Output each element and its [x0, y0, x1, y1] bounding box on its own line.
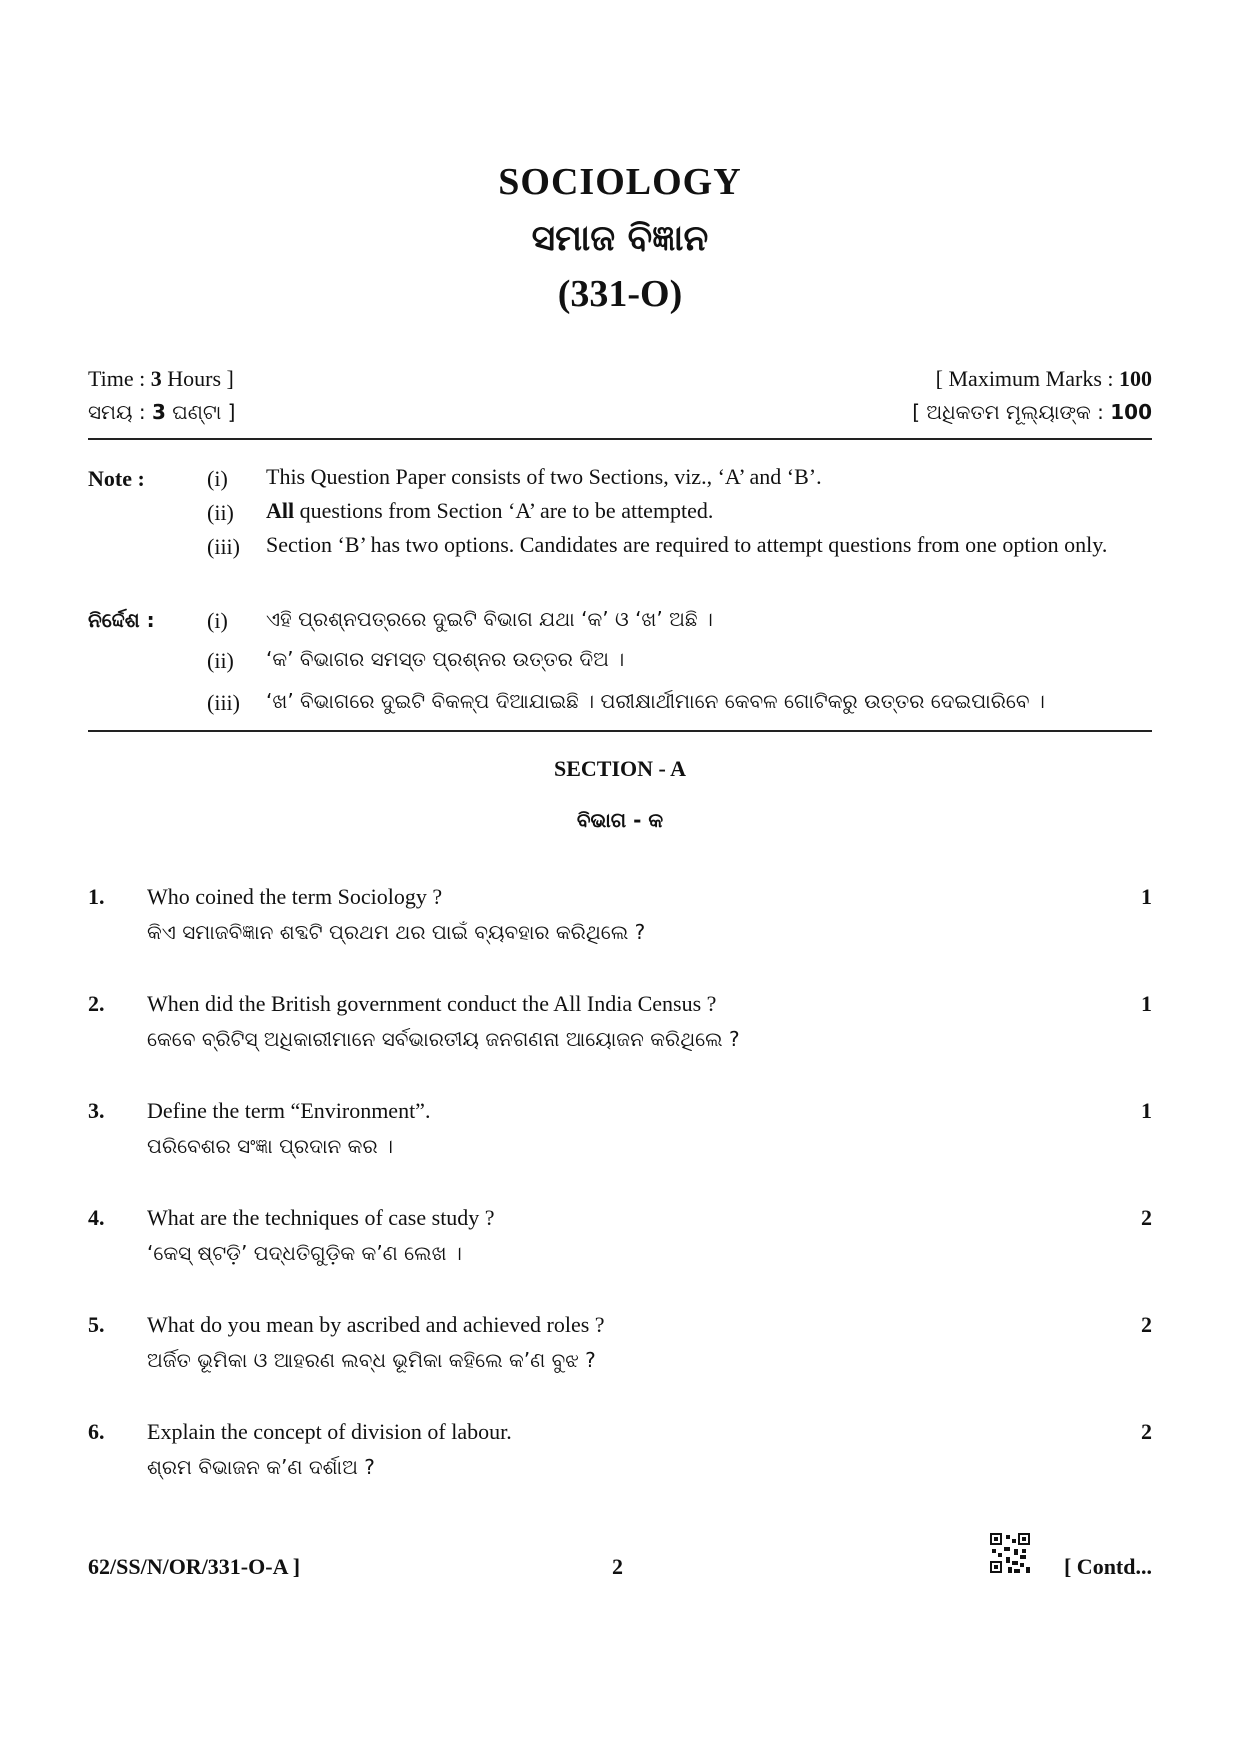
note-item-odia: ‘ଖ’ ବିଭାଗରେ ଦୁଇଟି ବିକଳ୍ପ ଦିଆଯାଇଛି । ପରୀକ୍ଷାର୍ଥୀମାନେ କେବଳ ଗୋଟିକରୁ ଉତ୍ତର ଦେଇପାରିବେ ।: [266, 689, 1045, 713]
question-text-odia: ପରିବେଶର ସଂଜ୍ଞା ପ୍ରଦାନ କର ।: [147, 1134, 393, 1158]
max-marks-line: [ Maximum Marks : 100: [935, 366, 1152, 391]
section-title: SECTION - A: [553, 756, 687, 781]
question-text-odia: ‘କେସ୍ ଷ୍ଟଡ଼ି’ ପଦ୍ଧତିଗୁଡ଼ିକ କ’ଣ ଲେଖ ।: [147, 1241, 462, 1265]
page-number: 2: [612, 1554, 623, 1579]
section-title-odia: ବିଭାଗ - କ: [576, 808, 664, 832]
question-text: What do you mean by ascribed and achieved roles ?: [147, 1312, 605, 1337]
subject-title: SOCIOLOGY: [498, 161, 742, 203]
qr-code-icon: [990, 1533, 1030, 1573]
question-text-odia: କିଏ ସମାଜବିଜ୍ଞାନ ଶବ୍ଦଟି ପ୍ରଥମ ଥର ପାଇଁ ବ୍ୟବହାର କରିଥିଲେ ?: [147, 920, 646, 944]
paper-code: 62/SS/N/OR/331-O-A ]: [88, 1554, 301, 1579]
note-item-odia: ‘କ’ ବିଭାଗର ସମସ୍ତ ପ୍ରଶ୍ନର ଉତ୍ତର ଦିଅ ।: [266, 647, 625, 671]
note-item: Section ‘B’ has two options. Candidates are required to attempt questions from one option only.: [266, 532, 1108, 557]
question-text: What are the techniques of case study ?: [147, 1205, 495, 1230]
question-text: When did the British government conduct the All India Census ?: [147, 991, 717, 1016]
note-num: (iii): [207, 690, 240, 715]
note-num: (ii): [207, 648, 234, 673]
note-item-odia: ଏହି ପ୍ରଶ୍ନପତ୍ରରେ ଦୁଇଟି ବିଭାଗ ଯଥା ‘କ’ ଓ ‘ଖ’ ଅଛି ।: [266, 607, 713, 631]
question-marks: 1: [1141, 884, 1152, 909]
question-number: 6.: [88, 1419, 105, 1444]
question-text: Who coined the term Sociology ?: [147, 884, 443, 909]
subject-code: (331-O): [557, 273, 683, 315]
note-num: (iii): [207, 534, 240, 559]
continued-label: [ Contd...: [1063, 1554, 1152, 1579]
question-marks: 2: [1141, 1312, 1152, 1337]
question-text-odia: ଅର୍ଜିତ ଭୂମିକା ଓ ଆହରଣ ଲବ୍ଧ ଭୂମିକା କହିଲେ କ’ଣ ବୁଝ ?: [147, 1348, 596, 1372]
question-text-odia: ଶ୍ରମ ବିଭାଜନ କ’ଣ ଦର୍ଶାଅ ?: [147, 1455, 375, 1479]
time-line: Time : 3 Hours ]: [88, 366, 234, 391]
note-num: (i): [207, 466, 228, 491]
question-text-odia: କେବେ ବ୍ରିଟିସ୍ ଅଧିକାରୀମାନେ ସର୍ବଭାରତୀୟ ଜନଗଣନା ଆୟୋଜନ କରିଥିଲେ ?: [147, 1027, 740, 1051]
question-marks: 2: [1141, 1419, 1152, 1444]
note-num: (i): [207, 608, 228, 633]
note-label: Note :: [88, 466, 145, 491]
question-number: 3.: [88, 1098, 105, 1123]
time-line-odia: ସମୟ : 3 ଘଣ୍ଟା ]: [88, 400, 236, 424]
question-number: 4.: [88, 1205, 105, 1230]
note-num: (ii): [207, 500, 234, 525]
divider: [88, 730, 1152, 732]
note-item: All questions from Section ‘A’ are to be attempted.: [266, 498, 714, 523]
question-marks: 2: [1141, 1205, 1152, 1230]
note-item: This Question Paper consists of two Sections, viz., ‘A’ and ‘B’.: [266, 464, 822, 489]
question-marks: 1: [1141, 991, 1152, 1016]
question-text: Define the term “Environment”.: [147, 1098, 431, 1123]
divider: [88, 438, 1152, 440]
question-text: Explain the concept of division of labour.: [147, 1419, 512, 1444]
note-label-odia: ନିର୍ଦ୍ଦେଶ :: [88, 608, 155, 632]
max-marks-line-odia: [ ଅଧିକତମ ମୂଲ୍ୟାଙ୍କ : 100: [912, 400, 1152, 424]
question-number: 5.: [88, 1312, 105, 1337]
question-marks: 1: [1141, 1098, 1152, 1123]
question-number: 2.: [88, 991, 105, 1016]
subject-title-odia: ସମାଜ ବିଜ୍ଞାନ: [531, 218, 709, 259]
question-number: 1.: [88, 884, 105, 909]
